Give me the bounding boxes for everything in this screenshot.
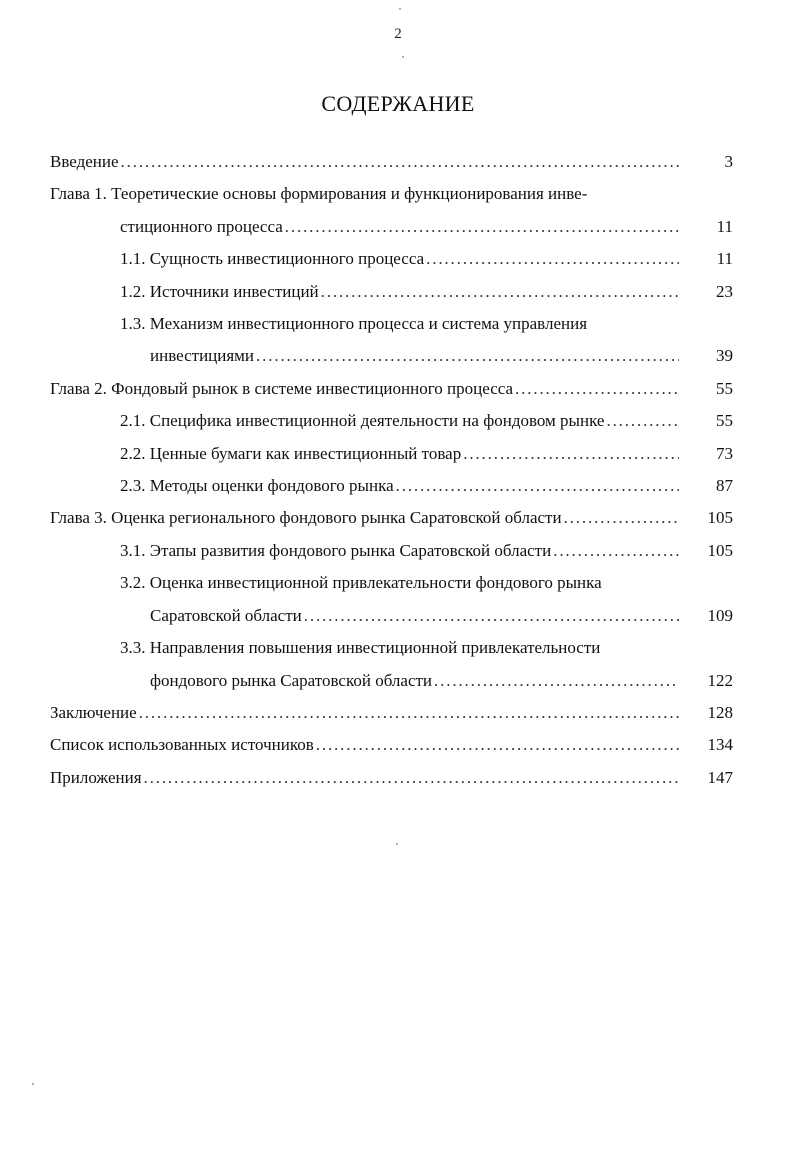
toc-page-ref: 73 bbox=[716, 443, 733, 463]
toc-page-ref: 55 bbox=[716, 378, 733, 398]
leader-dots bbox=[321, 276, 679, 308]
toc-entry-text: 2.3. Методы оценки фондового рынка bbox=[120, 476, 394, 496]
toc-entry-introduction[interactable] bbox=[50, 146, 733, 178]
toc-entry-section-2-1[interactable] bbox=[50, 405, 733, 437]
leader-dots bbox=[434, 665, 679, 697]
leader-dots bbox=[144, 762, 679, 794]
leader-dots bbox=[256, 340, 679, 372]
toc-entry-appendix[interactable] bbox=[50, 762, 733, 794]
toc-entry-text: Глава 2. Фондовый рынок в системе инвестиционного процесса bbox=[50, 378, 514, 398]
toc-page-ref: 3 bbox=[724, 152, 733, 171]
leader-dots bbox=[285, 211, 679, 243]
toc-entry-section-2-2[interactable] bbox=[50, 438, 733, 470]
toc-entry-text: Введение bbox=[50, 152, 119, 171]
table-of-contents bbox=[50, 146, 733, 794]
toc-page-ref: 11 bbox=[716, 216, 733, 236]
toc-entry-chapter-3[interactable] bbox=[50, 502, 733, 534]
leader-dots bbox=[304, 600, 679, 632]
toc-entry-text: Список использованных источников bbox=[50, 735, 314, 755]
toc-page-ref: 39 bbox=[716, 346, 733, 366]
toc-page-ref: 128 bbox=[707, 702, 733, 722]
toc-entry-text: Заключение bbox=[50, 702, 137, 722]
toc-entry-sources[interactable] bbox=[50, 729, 733, 761]
leader-dots bbox=[121, 146, 679, 178]
toc-entry-chapter-1[interactable] bbox=[50, 178, 733, 243]
toc-entry-text: 3.3. Направления повышения инвестиционной привлекательности bbox=[120, 638, 601, 658]
toc-entry-section-1-2[interactable] bbox=[50, 276, 733, 308]
toc-entry-section-3-2[interactable] bbox=[50, 567, 733, 632]
toc-entry-text: Глава 3. Оценка регионального фондового рынка Саратовской области bbox=[50, 508, 562, 528]
page-number: 2 bbox=[394, 26, 402, 42]
toc-entry-chapter-2[interactable] bbox=[50, 373, 733, 405]
leader-dots bbox=[606, 405, 679, 437]
toc-entry-section-3-3[interactable] bbox=[50, 632, 733, 697]
toc-entry-text: 2.1. Специфика инвестиционной деятельности на фондовом рынке bbox=[120, 411, 605, 431]
toc-page-ref: 23 bbox=[716, 281, 733, 301]
leader-dots bbox=[426, 243, 679, 275]
toc-entry-text: 1.1. Сущность инвестиционного процесса bbox=[120, 249, 425, 269]
toc-page-ref: 105 bbox=[707, 508, 733, 528]
toc-page-ref: 134 bbox=[707, 735, 733, 755]
toc-entry-text: 3.2. Оценка инвестиционной привлекательности фондового рынка bbox=[120, 573, 602, 593]
scan-speck bbox=[399, 8, 401, 10]
toc-entry-section-3-1[interactable] bbox=[50, 535, 733, 567]
toc-entry-text: Глава 1. Теоретические основы формирования и функционирования инве- bbox=[50, 184, 588, 204]
toc-page-ref: 105 bbox=[707, 540, 733, 560]
page-title: СОДЕРЖАНИЕ bbox=[321, 91, 475, 116]
toc-entry-text-continued: инвестициями bbox=[150, 346, 255, 366]
toc-entry-text: Приложения bbox=[50, 767, 142, 787]
toc-page-ref: 122 bbox=[707, 670, 733, 690]
toc-entry-text: 1.2. Источники инвестиций bbox=[120, 281, 319, 301]
leader-dots bbox=[139, 697, 679, 729]
scan-speck bbox=[32, 1083, 34, 1085]
leader-dots bbox=[515, 373, 679, 405]
toc-entry-text-continued: стиционного процесса bbox=[120, 216, 283, 236]
toc-page-ref: 109 bbox=[707, 605, 733, 625]
toc-entry-conclusion[interactable] bbox=[50, 697, 733, 729]
toc-page-ref: 147 bbox=[707, 767, 733, 787]
leader-dots bbox=[316, 729, 679, 761]
toc-entry-text-continued: Саратовской области bbox=[150, 605, 302, 625]
leader-dots bbox=[553, 535, 679, 567]
toc-page-ref: 11 bbox=[716, 249, 733, 269]
toc-entry-text: 1.3. Механизм инвестиционного процесса и система управления bbox=[120, 314, 588, 334]
toc-entry-section-2-3[interactable] bbox=[50, 470, 733, 502]
toc-entry-section-1-3[interactable] bbox=[50, 308, 733, 373]
toc-entry-text: 3.1. Этапы развития фондового рынка Саратовской области bbox=[120, 540, 552, 560]
toc-page-ref: 87 bbox=[716, 476, 733, 496]
toc-entry-section-1-1[interactable] bbox=[50, 243, 733, 275]
scan-speck bbox=[402, 56, 404, 58]
scan-speck bbox=[396, 843, 398, 845]
toc-page-ref: 55 bbox=[716, 411, 733, 431]
toc-entry-text: 2.2. Ценные бумаги как инвестиционный товар bbox=[120, 443, 462, 463]
leader-dots bbox=[463, 438, 679, 470]
leader-dots bbox=[396, 470, 679, 502]
toc-entry-text-continued: фондового рынка Саратовской области bbox=[150, 670, 433, 690]
leader-dots bbox=[564, 502, 679, 534]
